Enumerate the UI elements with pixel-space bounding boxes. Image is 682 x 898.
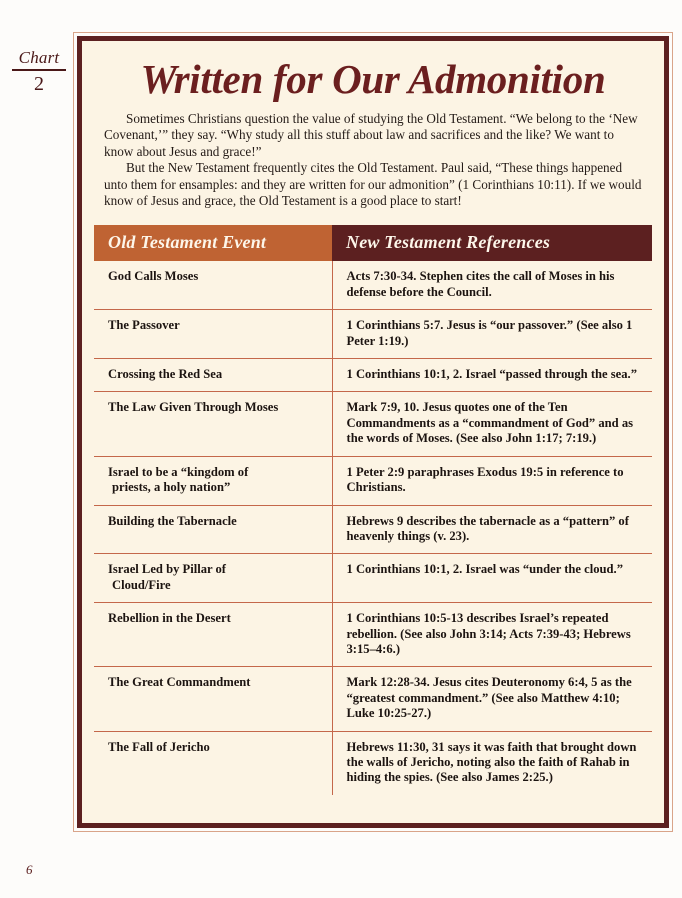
table-row xyxy=(94,731,652,795)
cell-references: 1 Corinthians 10:5-13 describes Israel’s repeated rebellion. (See also John 3:14; Acts 7:39-43; Hebrews 3:15–4:6.) xyxy=(332,603,652,667)
page-frame-inner xyxy=(77,36,669,828)
cell-references: Hebrews 11:30, 31 says it was faith that brought down the walls of Jericho, noting also the faith of Rahab in hiding the spies. (See also James 2:25.) xyxy=(332,731,652,795)
cell-event xyxy=(94,505,332,554)
cell-event-text: Rebellion in the Desert xyxy=(108,611,231,626)
scripture-reference-table xyxy=(94,225,652,794)
cell-event-text: Building the Tabernacle xyxy=(108,513,237,528)
cell-event xyxy=(94,261,332,309)
cell-references: 1 Corinthians 5:7. Jesus is “our passover.” (See also 1 Peter 1:19.) xyxy=(332,310,652,359)
table-row xyxy=(94,359,652,392)
table-body xyxy=(94,261,652,794)
cell-event-text: The Fall of Jericho xyxy=(108,739,210,754)
cell-event-text: The Great Commandment xyxy=(108,675,251,690)
intro-paragraph-1: Sometimes Christians question the value of studying the Old Testament. “We belong to the ‘New Covenant,’” they say. “Why study all this stuff about law and sacrifices and the like? We want to know about Jesus and grace!” xyxy=(104,111,638,159)
cell-event xyxy=(94,731,332,795)
table-header xyxy=(94,225,652,261)
cell-references: 1 Corinthians 10:1, 2. Israel was “under the cloud.” xyxy=(332,554,652,603)
page-title: Written for Our Admonition xyxy=(140,56,606,102)
page-number: 6 xyxy=(26,862,33,877)
chart-marker-number: 2 xyxy=(34,73,44,95)
cell-event xyxy=(94,310,332,359)
cell-event-text: The Law Given Through Moses xyxy=(108,400,279,415)
table-row xyxy=(94,667,652,731)
cell-event xyxy=(94,456,332,505)
table-header-row xyxy=(94,225,652,261)
cell-event xyxy=(94,667,332,731)
cell-references: Acts 7:30-34. Stephen cites the call of Moses in his defense before the Council. xyxy=(332,261,652,309)
table-row xyxy=(94,505,652,554)
table-row xyxy=(94,261,652,309)
cell-event-text: Crossing the Red Sea xyxy=(108,367,223,382)
cell-event-text: The Passover xyxy=(108,318,180,333)
cell-event xyxy=(94,603,332,667)
table-row xyxy=(94,310,652,359)
cell-event-text: God Calls Moses xyxy=(108,269,199,284)
table-row xyxy=(94,603,652,667)
chart-marker-rule xyxy=(12,69,66,71)
cell-references: Hebrews 9 describes the tabernacle as a “pattern” of heavenly things (v. 23). xyxy=(332,505,652,554)
table-row xyxy=(94,392,652,456)
table-row xyxy=(94,456,652,505)
cell-event xyxy=(94,554,332,603)
cell-event-text-line2: priests, a holy nation” xyxy=(112,480,231,495)
column-header-event: Old Testament Event xyxy=(94,225,332,261)
intro-paragraph-2: But the New Testament frequently cites the Old Testament. Paul said, “These things happened unto them for ensamples: and they are written for our admonition” (1 Corinthians 10:11). If we would know of Jesus and grace, the Old Testament is a good place to start! xyxy=(104,160,642,209)
chart-marker xyxy=(10,48,68,95)
page-frame-outer xyxy=(73,32,673,832)
cell-event-text-line2: Cloud/Fire xyxy=(112,577,171,592)
cell-references: 1 Peter 2:9 paraphrases Exodus 19:5 in reference to Christians. xyxy=(332,456,652,505)
column-header-references: New Testament References xyxy=(332,225,652,261)
table-row xyxy=(94,554,652,603)
cell-references: 1 Corinthians 10:1, 2. Israel “passed through the sea.” xyxy=(332,359,652,392)
cell-event xyxy=(94,392,332,456)
cell-references: Mark 12:28-34. Jesus cites Deuteronomy 6:4, 5 as the “greatest commandment.” (See also Matthew 4:10; Luke 10:25-27.) xyxy=(332,667,652,731)
cell-event-text: Israel to be a “kingdom of xyxy=(108,464,249,479)
cell-event-text: Israel Led by Pillar of xyxy=(108,562,227,577)
chart-marker-word: Chart xyxy=(18,48,60,67)
cell-references: Mark 7:9, 10. Jesus quotes one of the Ten Commandments as a “commandment of God” and as the words of Moses. (See also John 1:17; 7:19.) xyxy=(332,392,652,456)
cell-event xyxy=(94,359,332,392)
intro-text xyxy=(82,109,664,209)
